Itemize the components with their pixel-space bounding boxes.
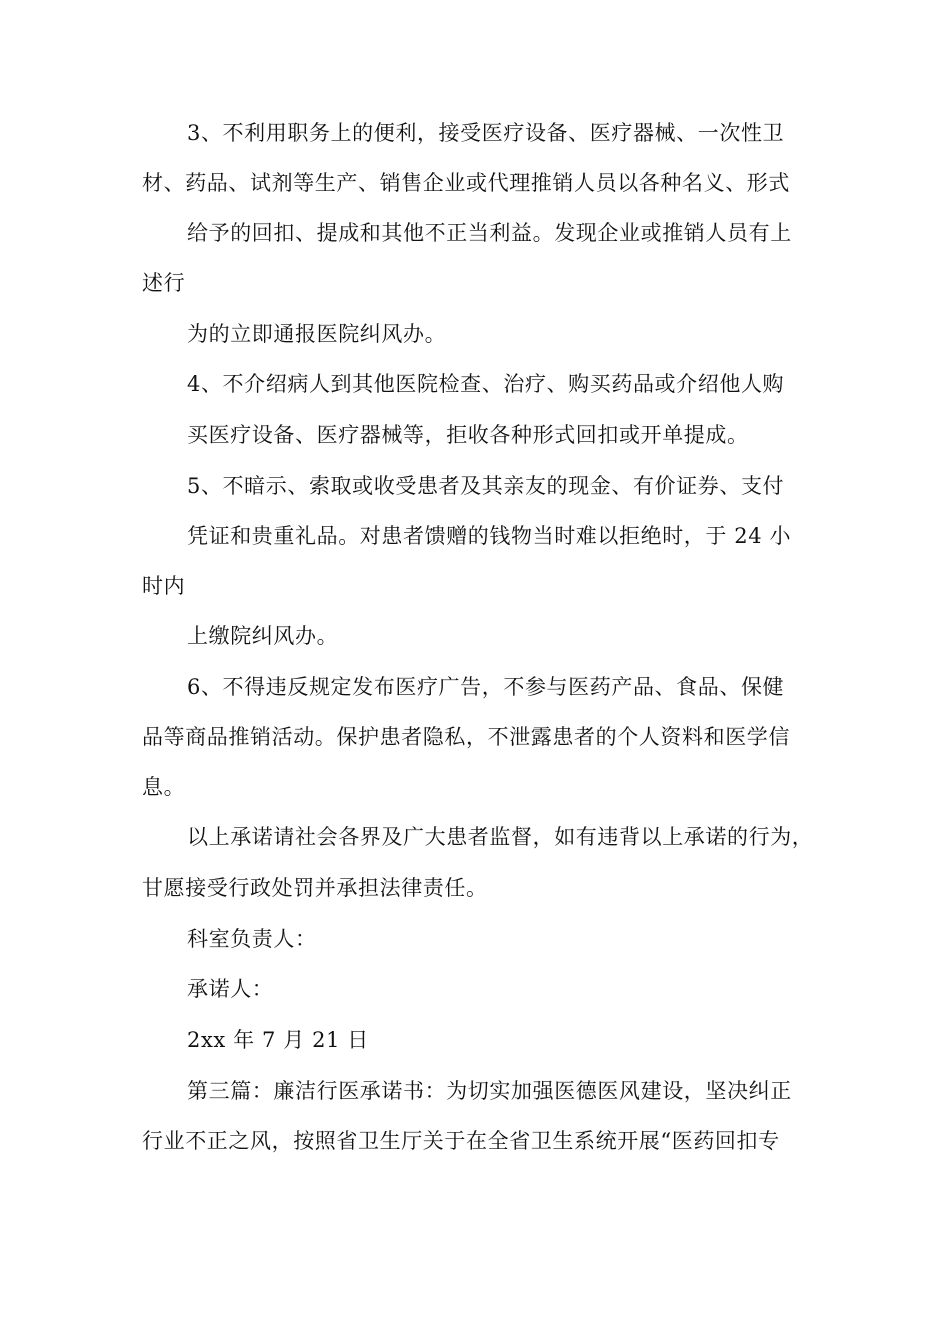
text-line-4: 述行 xyxy=(142,271,186,295)
text-line-16: 甘愿接受行政处罚并承担法律责任。 xyxy=(142,876,488,900)
text-line-2: 材、药品、试剂等生产、销售企业或代理推销人员以各种名义、形式 xyxy=(142,171,790,195)
text-line-17: 科室负责人： xyxy=(187,927,317,951)
text-line-19: 2xx 年 7 月 21 日 xyxy=(187,1028,369,1052)
text-line-12: 6、不得违反规定发布医疗广告，不参与医药产品、食品、保健 xyxy=(187,675,785,699)
text-line-1: 3、不利用职务上的便利，接受医疗设备、医疗器械、一次性卫 xyxy=(187,121,785,145)
text-line-8: 5、不暗示、索取或收受患者及其亲友的现金、有价证券、支付 xyxy=(187,474,785,498)
text-line-10: 时内 xyxy=(142,574,186,598)
text-line-9: 凭证和贵重礼品。对患者馈赠的钱物当时难以拒绝时，于 24 小 xyxy=(187,524,792,548)
text-line-21: 行业不正之风，按照省卫生厅关于在全省卫生系统开展“医药回扣专 xyxy=(142,1129,780,1153)
text-line-13: 品等商品推销活动。保护患者隐私，不泄露患者的个人资料和医学信 xyxy=(142,725,790,749)
text-line-6: 4、不介绍病人到其他医院检查、治疗、购买药品或介绍他人购 xyxy=(187,372,785,396)
text-line-3: 给予的回扣、提成和其他不正当利益。发现企业或推销人员有上 xyxy=(187,221,792,245)
text-line-14: 息。 xyxy=(142,775,186,799)
text-line-20: 第三篇：廉洁行医承诺书：为切实加强医德医风建设，坚决纠正 xyxy=(187,1079,792,1103)
text-line-18: 承诺人： xyxy=(187,977,274,1001)
text-line-7: 买医疗设备、医疗器械等，拒收各种形式回扣或开单提成。 xyxy=(187,423,749,447)
text-line-15: 以上承诺请社会各界及广大患者监督，如有违背以上承诺的行为， xyxy=(187,825,814,849)
text-line-11: 上缴院纠风办。 xyxy=(187,624,339,648)
text-line-5: 为的立即通报医院纠风办。 xyxy=(187,322,447,346)
